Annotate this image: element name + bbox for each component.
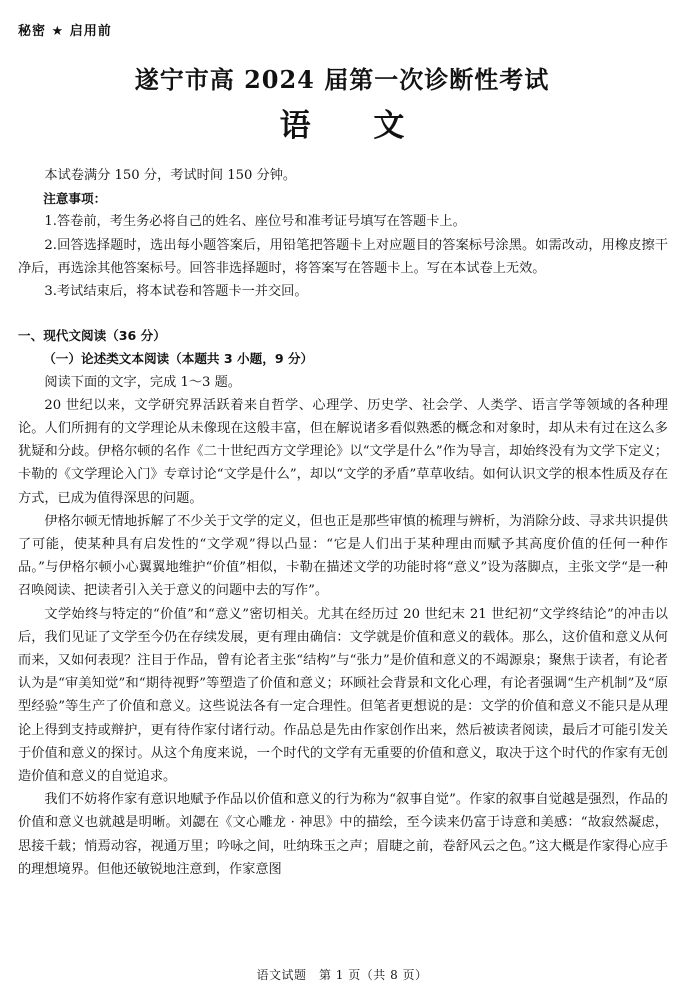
passage-paragraph: 文学始终与特定的“价值”和“意义”密切相关。尤其在经历过 20 世纪末 21 世纪初“文学终结论”的冲击以后，我们见证了文学至今仍在存续发展，更有理由确信：文学就是价值和意义的载体。那么，这价值和意义从何而来，又如何表现？注目于作品，曾有论者主张“结构”与“张力”是价值和意义的不竭源泉；聚焦于读者，有论者认为是“审美知觉”和“期待视野”等塑造了价值和意义；环顾社会背景和文化心理，有论者强调“生产机制”及“原型经验”等生产了价值和意义。这些说法各有一定合理性。但笔者更想说的是：文学的价值和意义不能只是从理论上得到支持或辩护，更有待作家付诸行动。作品总是先由作家创作出来，然后被读者阅读，最后才可能引发关于价值和意义的探讨。从这个角度来说，一个时代的文学有无重要的价值和意义，取决于这个时代的作家有无创造价值和意义的自觉追求。 (18, 606, 668, 785)
notice-item-2: 2.回答选择题时，选出每小题答案后，用铅笔把答题卡上对应题目的答案标号涂黑。如需改动，用橡皮擦干净后，再选涂其他答案标号。回答非选择题时，将答案写在答题卡上。写在本试卷上无效。 (18, 237, 668, 276)
passage-paragraph: 伊格尔顿无情地拆解了不少关于文学的定义，但也正是那些审慎的梳理与辨析，为消除分歧、寻求共识提供了可能，使某种具有启发性的“文学观”得以凸显：“它是人们出于某种理由而赋予其高度价值的任何一种作品。”与伊格尔顿小心翼翼地维护“价值”相似，卡勒在描述文学的功能时将“意义”设为落脚点，主张文学“是一种召唤阅读、把读者引入关于意义的问题中去的写作”。 (18, 513, 668, 599)
page-footer: 语文试题 第 1 页（共 8 页） (256, 968, 428, 982)
exam-title: 遂宁市高 2024 届第一次诊断性考试 (134, 65, 550, 94)
notice-item-3: 3.考试结束后，将本试卷和答题卡一并交回。 (44, 284, 308, 300)
passage-paragraph: 20 世纪以来，文学研究界活跃着来自哲学、心理学、历史学、社会学、人类学、语言学等领域的各种理论。人们所拥有的文学理论从未像现在这般丰富，但在解说诸多看似熟悉的概念和对象时，却从未有过在这么多犹疑和分歧。伊格尔顿的名作《二十世纪西方文学理论》以“文学是什么”作为导言，却始终没有为文学下定义；卡勒的《文学理论入门》专章讨论“文学是什么”，却以“文学的矛盾”草草收结。如何认识文学的根本性质及存在方式，已成为值得深思的问题。 (18, 397, 668, 506)
exam-body (18, 164, 668, 881)
section-heading: 一、现代文阅读（36 分） (18, 328, 166, 344)
subject-title: 语 文 (279, 108, 431, 144)
section-spacer (18, 303, 668, 324)
reading-prompt: 阅读下面的文字，完成 1～3 题。 (44, 374, 241, 390)
notice-title: 注意事项： (43, 191, 107, 207)
secret-label: 秘密 ★ 启用前 (18, 24, 112, 39)
exam-intro: 本试卷满分 150 分，考试时间 150 分钟。 (44, 168, 297, 183)
passage-paragraph: 我们不妨将作家有意识地赋予作品以价值和意义的行为称为“叙事自觉”。作家的叙事自觉越是强烈，作品的价值和意义也就越是明晰。刘勰在《文心雕龙 · 神思》中的描绘，至今读来仍富于诗意和美感：“故寂然凝虑，思接千载；悄焉动容，视通万里；吟咏之间，吐纳珠玉之声；眉睫之前，卷舒风云之色。”这大概是作家得心应手的理想境界。但他还敏锐地注意到，作家意图 (18, 792, 668, 877)
notice-item-1: 1.答卷前，考生务必将自己的姓名、座位号和准考证号填写在答题卡上。 (44, 214, 466, 230)
section-subheading: （一）论述类文本阅读（本题共 3 小题，9 分） (43, 351, 314, 367)
